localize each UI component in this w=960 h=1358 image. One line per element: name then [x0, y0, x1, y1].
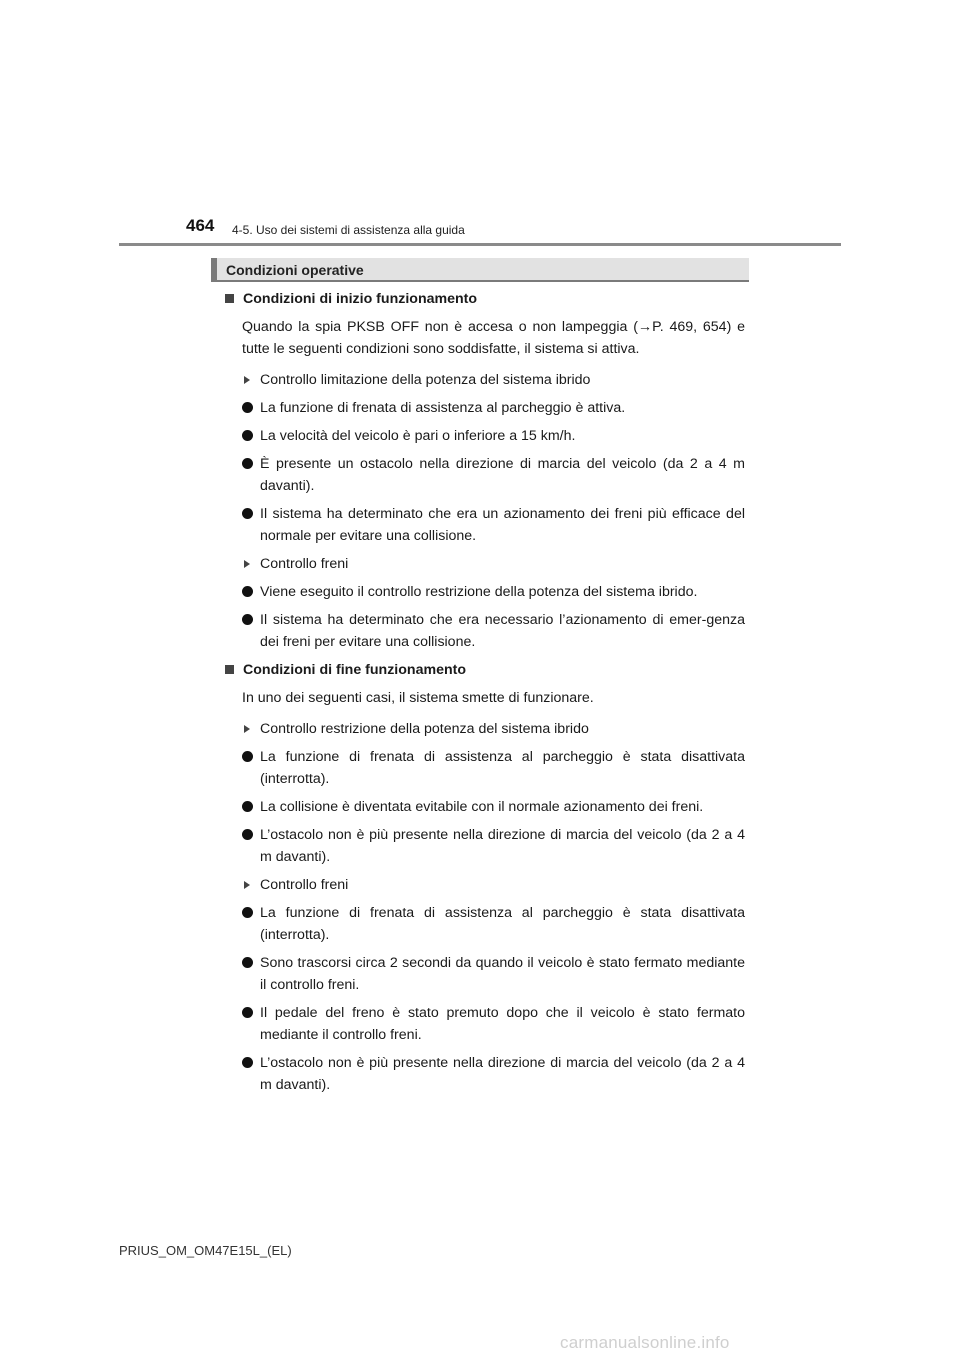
list-item-text: La funzione di frenata di assistenza al parcheggio è stata disattivata (interrotta). [260, 905, 745, 943]
bullet-dot-icon [242, 430, 253, 441]
end-conditions-heading [225, 659, 745, 681]
list-item [242, 902, 745, 946]
bullet-dot-icon [242, 801, 253, 812]
section-header-bar [211, 258, 749, 282]
start-conditions-intro: Quando la spia PKSB OFF non è accesa o non lampeggia (→P. 469, 654) e tutte le seguenti condizioni sono soddisfatte, il sistema si attiva. [242, 319, 745, 357]
bullet-dot-icon [242, 508, 253, 519]
list-item-text: Il pedale del freno è stato premuto dopo che il veicolo è stato fermato mediante il controllo freni. [260, 1005, 745, 1043]
bullet-dot-icon [242, 907, 253, 918]
list-item [242, 453, 745, 497]
bullet-dot-icon [242, 829, 253, 840]
chapter-title: 4-5. Uso dei sistemi di assistenza alla guida [232, 223, 465, 237]
group-title-text: Controllo freni [260, 556, 349, 572]
list-item-text: La velocità del veicolo è pari o inferiore a 15 km/h. [260, 428, 576, 444]
triangle-bullet-icon [244, 376, 250, 384]
triangle-bullet-icon [244, 560, 250, 568]
section-title: Condizioni operative [226, 262, 364, 278]
list-item-text: La funzione di frenata di assistenza al parcheggio è stata disattivata (interrotta). [260, 749, 745, 787]
group-title [242, 718, 745, 740]
page-content [225, 288, 745, 1102]
list-item [242, 609, 745, 653]
end-conditions-intro: In uno dei seguenti casi, il sistema smette di funzionare. [242, 690, 594, 706]
list-item [242, 1002, 745, 1046]
list-item-text: Viene eseguito il controllo restrizione della potenza del sistema ibrido. [260, 584, 698, 600]
list-item-text: L’ostacolo non è più presente nella direzione di marcia del veicolo (da 2 a 4 m davanti). [260, 827, 745, 865]
group-title [242, 553, 745, 575]
list-item-text: Il sistema ha determinato che era un azionamento dei freni più efficace del normale per evitare una collisione. [260, 506, 745, 544]
start-group-power [242, 369, 745, 547]
bullet-dot-icon [242, 1057, 253, 1068]
list-item-text: Il sistema ha determinato che era necessario l’azionamento di emer-genza dei freni per evitare una collisione. [260, 612, 745, 650]
group-title-text: Controllo freni [260, 877, 349, 893]
list-item [242, 952, 745, 996]
bullet-dot-icon [242, 751, 253, 762]
list-item [242, 824, 745, 868]
list-item [242, 746, 745, 790]
bullet-dot-icon [242, 614, 253, 625]
end-group-power [242, 718, 745, 868]
group-title [242, 874, 745, 896]
list-item-text: La funzione di frenata di assistenza al parcheggio è attiva. [260, 400, 626, 416]
bullet-dot-icon [242, 402, 253, 413]
list-item-text: La collisione è diventata evitabile con il normale azionamento dei freni. [260, 799, 704, 815]
list-item [242, 581, 745, 603]
list-item [242, 1052, 745, 1096]
square-bullet-icon [225, 294, 234, 303]
list-item [242, 425, 745, 447]
end-group-brakes [242, 874, 745, 1096]
end-conditions-heading-text: Condizioni di fine funzionamento [243, 662, 467, 678]
list-item-text: È presente un ostacolo nella direzione di marcia del veicolo (da 2 a 4 m davanti). [260, 456, 745, 494]
list-item-text: L’ostacolo non è più presente nella direzione di marcia del veicolo (da 2 a 4 m davanti). [260, 1055, 745, 1093]
group-title [242, 369, 745, 391]
triangle-bullet-icon [244, 725, 250, 733]
start-group-brakes [242, 553, 745, 653]
list-item [242, 796, 745, 818]
page-number: 464 [186, 216, 215, 235]
group-title-text: Controllo restrizione della potenza del sistema ibrido [260, 721, 589, 737]
bullet-dot-icon [242, 1007, 253, 1018]
bullet-dot-icon [242, 957, 253, 968]
bullet-dot-icon [242, 458, 253, 469]
watermark: carmanualsonline.info [560, 1333, 730, 1352]
header-divider [119, 243, 841, 246]
document-code: PRIUS_OM_OM47E15L_(EL) [119, 1243, 292, 1258]
list-item [242, 397, 745, 419]
start-conditions-heading [225, 288, 745, 310]
group-title-text: Controllo limitazione della potenza del sistema ibrido [260, 372, 591, 388]
square-bullet-icon [225, 665, 234, 674]
list-item-text: Sono trascorsi circa 2 secondi da quando il veicolo è stato fermato mediante il controllo freni. [260, 955, 745, 993]
bullet-dot-icon [242, 586, 253, 597]
triangle-bullet-icon [244, 881, 250, 889]
list-item [242, 503, 745, 547]
start-conditions-heading-text: Condizioni di inizio funzionamento [243, 291, 478, 307]
